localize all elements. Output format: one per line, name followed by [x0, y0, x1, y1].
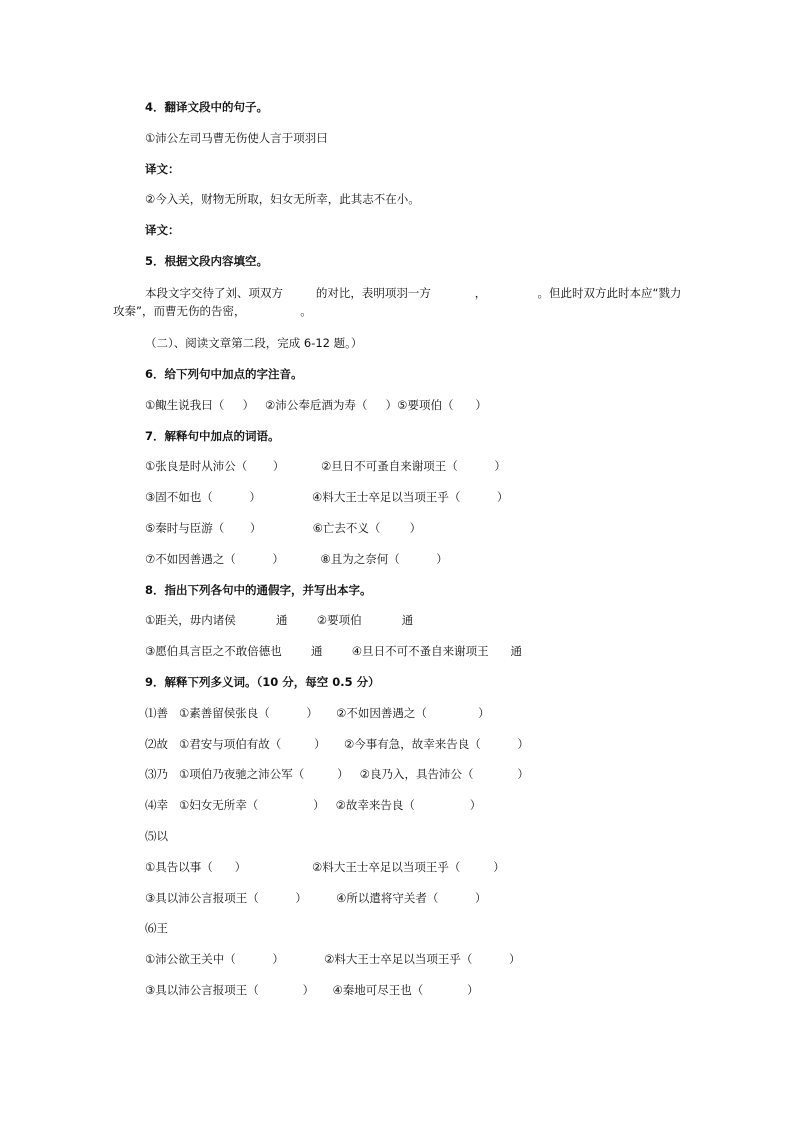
q9-nai: ⑶乃 ①项伯乃夜驰之沛公军（ ） ②良乃入，具告沛公（ ）	[145, 767, 529, 781]
q9-wang-items-2: ③具以沛公言报项王（ ） ④秦地可尽王也（ ）	[145, 983, 479, 997]
q9-heading: 9．解释下列多义词。（10 分，每空 0.5 分）	[145, 675, 380, 689]
q7-heading: 7．解释句中加点的词语。	[145, 429, 280, 443]
q5-heading: 5．根据文段内容填空。	[145, 254, 269, 268]
q8-heading: 8．指出下列各句中的通假字，并写出本字。	[145, 583, 372, 597]
q8-items-2: ③愿伯具言臣之不敢倍德也 通 ④旦日不可不蚤自来谢项王 通	[145, 644, 523, 658]
q7-items-2: ③固不如也（ ） ④料大王士卒足以当项王乎（ ）	[145, 490, 509, 504]
q4-sentence-1: ①沛公左司马曹无伤使人言于项羽曰	[145, 131, 328, 145]
q9-yi-items-1: ①具告以事（ ） ②料大王士卒足以当项王乎（ ）	[145, 860, 505, 874]
q5-fill-line-1: 本段文字交待了刘、项双方 的对比，表明项羽一方 ， 。但此时双方此时本应“戮力	[145, 286, 682, 300]
q8-items-1: ①距关，毋内诸侯 通 ②要项伯 通	[145, 613, 414, 627]
q6-items: ①鲰生说我曰（ ） ②沛公奉卮酒为寿（ ）⑤要项伯（ ）	[145, 398, 487, 412]
q9-shan: ⑴善 ①素善留侯张良（ ） ②不如因善遇之（ ）	[145, 706, 490, 720]
q7-items-4: ⑦不如因善遇之（ ） ⑧且为之奈何（ ）	[145, 552, 448, 566]
q9-wang-items-1: ①沛公欲王关中（ ） ②料大王士卒足以当项王乎（ ）	[145, 952, 521, 966]
q4-sentence-2: ②今入关，财物无所取，妇女无所幸，此其志不在小。	[145, 192, 420, 206]
q4-translation-label-2: 译文：	[145, 223, 180, 237]
q4-translation-label-1: 译文：	[145, 162, 180, 176]
q9-wang-label: ⑹王	[145, 921, 168, 935]
q7-items-3: ⑤秦时与臣游（ ） ⑥亡去不义（ ）	[145, 521, 422, 535]
q9-yi-label: ⑸以	[145, 829, 168, 843]
q9-yi-items-2: ③具以沛公言报项王（ ） ④所以遣将守关者（ ）	[145, 891, 487, 905]
q6-heading: 6．给下列句中加点的字注音。	[145, 367, 303, 381]
q5-fill-line-2: 攻秦”，而曹无伤的告密， 。	[113, 304, 312, 318]
q4-heading: 4．翻译文段中的句子。	[145, 100, 269, 114]
q9-gu: ⑵故 ①君安与项伯有故（ ） ②今事有急，故幸来告良（ ）	[145, 737, 529, 751]
section-2-intro: （二）、阅读文章第二段，完成 6-12 题。）	[145, 336, 363, 350]
q7-items-1: ①张良是时从沛公（ ） ②旦日不可蚤自来谢项王（ ）	[145, 459, 506, 473]
q9-xing: ⑷幸 ①妇女无所幸（ ） ②故幸来告良（ ）	[145, 798, 482, 812]
